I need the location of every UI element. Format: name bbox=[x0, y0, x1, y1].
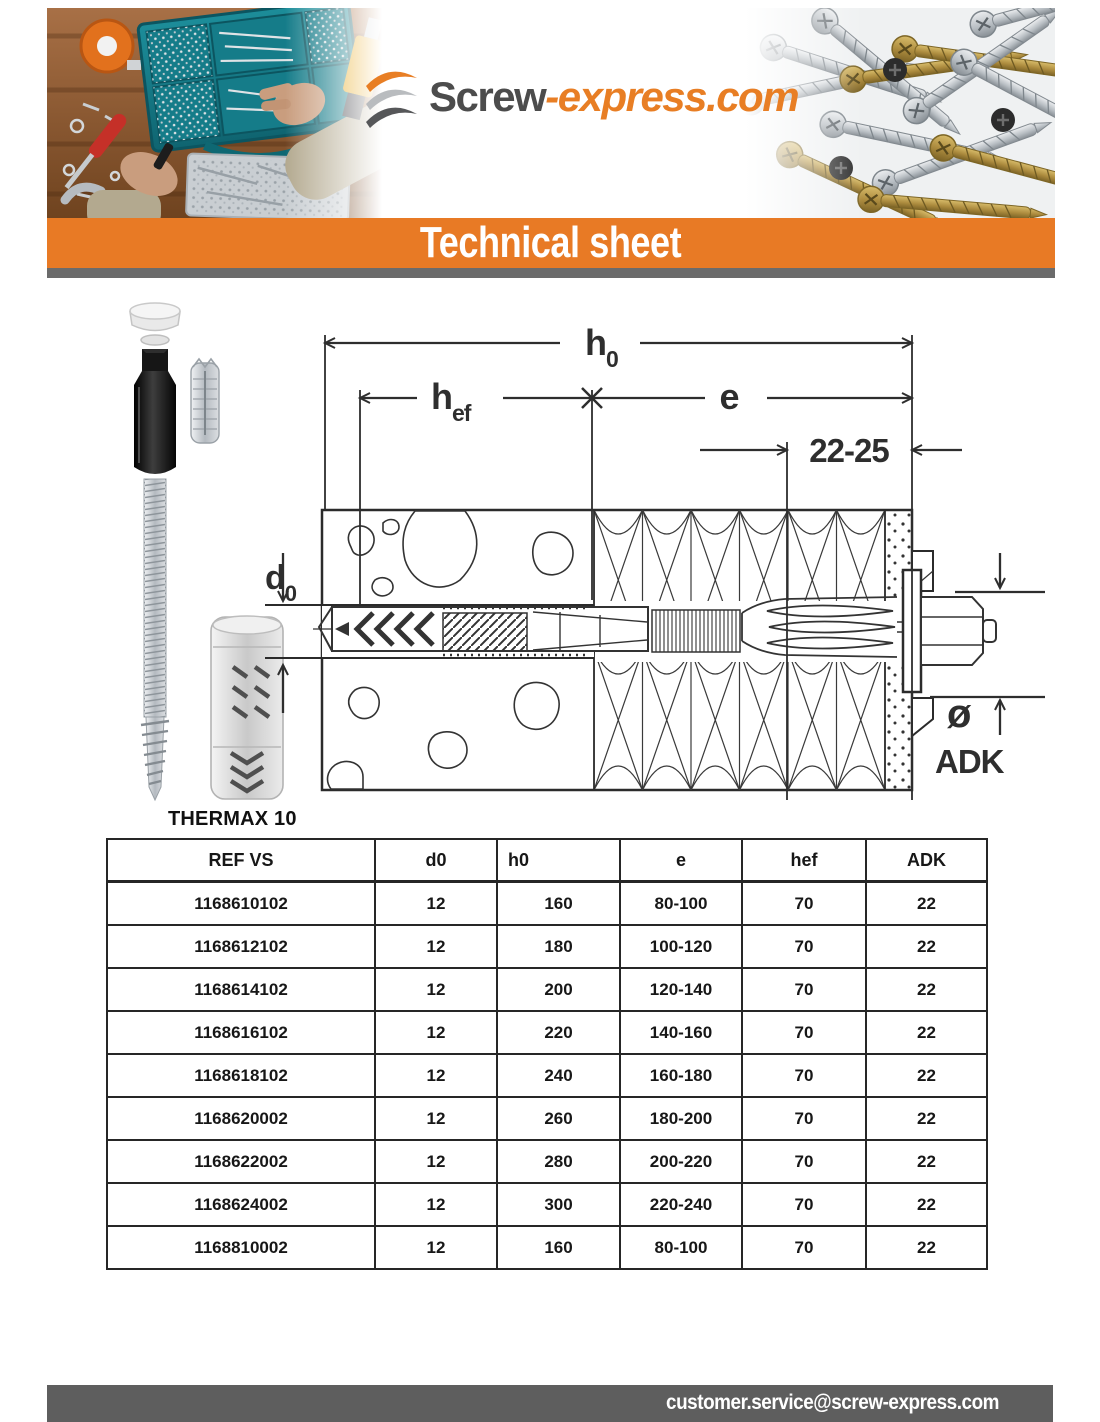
cell-adk: 22 bbox=[866, 1183, 987, 1226]
cell-e: 200-220 bbox=[620, 1140, 742, 1183]
col-header-d0: d0 bbox=[375, 839, 497, 882]
cell-d0: 12 bbox=[375, 1183, 497, 1226]
brand-name-dark: Screw bbox=[429, 73, 546, 120]
cell-adk: 22 bbox=[866, 1226, 987, 1269]
cell-d0: 12 bbox=[375, 925, 497, 968]
cell-h0: 240 bbox=[497, 1054, 620, 1097]
cell-h0: 280 bbox=[497, 1140, 620, 1183]
cell-adk: 22 bbox=[866, 1054, 987, 1097]
footer-bar bbox=[47, 1385, 1053, 1422]
cell-adk: 22 bbox=[866, 925, 987, 968]
metal-anchor bbox=[191, 359, 219, 443]
dim-label-h0 bbox=[585, 322, 618, 372]
cell-e: 180-200 bbox=[620, 1097, 742, 1140]
table-row bbox=[107, 1054, 987, 1097]
product-name: THERMAX 10 bbox=[168, 808, 297, 830]
cell-ref: 1168612102 bbox=[107, 925, 375, 968]
cell-hef: 70 bbox=[742, 1226, 866, 1269]
cell-ref: 1168810002 bbox=[107, 1226, 375, 1269]
contact-email: customer.service@screw-express.com bbox=[665, 1391, 999, 1414]
cell-hef: 70 bbox=[742, 1140, 866, 1183]
col-header-e: e bbox=[620, 839, 742, 882]
table-row bbox=[107, 925, 987, 968]
hex-nut bbox=[921, 597, 996, 665]
logo-arcs-icon bbox=[363, 66, 419, 128]
cell-adk: 22 bbox=[866, 968, 987, 1011]
dim-label-adk: ADK bbox=[935, 743, 1004, 780]
title-banner bbox=[47, 218, 1055, 268]
dim-d0-sub: 0 bbox=[284, 581, 297, 606]
cell-d0: 12 bbox=[375, 1140, 497, 1183]
cell-ref: 1168624002 bbox=[107, 1183, 375, 1226]
cell-h0: 200 bbox=[497, 968, 620, 1011]
technical-drawing bbox=[255, 295, 1060, 805]
cell-h0: 160 bbox=[497, 882, 620, 926]
table-row bbox=[107, 1011, 987, 1054]
cell-e: 80-100 bbox=[620, 1226, 742, 1269]
cell-hef: 70 bbox=[742, 1011, 866, 1054]
cell-e: 140-160 bbox=[620, 1011, 742, 1054]
cell-d0: 12 bbox=[375, 1097, 497, 1140]
cell-h0: 220 bbox=[497, 1011, 620, 1054]
brand-name-accent: -express.com bbox=[545, 73, 799, 120]
cell-ref: 1168616102 bbox=[107, 1011, 375, 1054]
cell-d0: 12 bbox=[375, 1054, 497, 1097]
table-row bbox=[107, 1140, 987, 1183]
cell-ref: 1168622002 bbox=[107, 1140, 375, 1183]
cell-adk: 22 bbox=[866, 882, 987, 926]
col-header-adk: ADK bbox=[866, 839, 987, 882]
dim-label-hef bbox=[431, 376, 472, 426]
cell-hef: 70 bbox=[742, 1097, 866, 1140]
spec-table bbox=[106, 838, 988, 1270]
cell-h0: 300 bbox=[497, 1183, 620, 1226]
col-header-ref: REF VS bbox=[107, 839, 375, 882]
workbench-photo bbox=[47, 8, 382, 218]
col-header-h0: h0 bbox=[497, 839, 620, 882]
cell-d0: 12 bbox=[375, 968, 497, 1011]
table-row bbox=[107, 1097, 987, 1140]
table-header-row bbox=[107, 839, 987, 882]
dim-label-diameter: ø bbox=[947, 692, 971, 736]
cell-hef: 70 bbox=[742, 968, 866, 1011]
col-header-hef: hef bbox=[742, 839, 866, 882]
cell-d0: 12 bbox=[375, 1011, 497, 1054]
brand-name bbox=[429, 73, 798, 121]
table-row bbox=[107, 968, 987, 1011]
cell-e: 100-120 bbox=[620, 925, 742, 968]
dim-label-offset: 22-25 bbox=[809, 432, 889, 469]
black-sleeve bbox=[134, 349, 176, 474]
cell-hef: 70 bbox=[742, 882, 866, 926]
cell-hef: 70 bbox=[742, 925, 866, 968]
table-row bbox=[107, 882, 987, 926]
threaded-rod bbox=[144, 479, 166, 717]
cell-e: 120-140 bbox=[620, 968, 742, 1011]
cell-adk: 22 bbox=[866, 1011, 987, 1054]
dim-h0-sub: 0 bbox=[606, 346, 618, 372]
cell-h0: 180 bbox=[497, 925, 620, 968]
cell-e: 220-240 bbox=[620, 1183, 742, 1226]
cell-ref: 1168618102 bbox=[107, 1054, 375, 1097]
page-title: Technical sheet bbox=[420, 217, 682, 267]
cell-ref: 1168610102 bbox=[107, 882, 375, 926]
screw-tip bbox=[141, 717, 169, 800]
dim-hef-sub: ef bbox=[452, 400, 471, 426]
table-row bbox=[107, 1226, 987, 1269]
cell-hef: 70 bbox=[742, 1054, 866, 1097]
cell-h0: 160 bbox=[497, 1226, 620, 1269]
banner-underline-bar bbox=[47, 268, 1055, 278]
dim-label-e: e bbox=[719, 376, 739, 417]
white-cap bbox=[130, 303, 180, 345]
dim-h0-base: h bbox=[585, 322, 606, 363]
dim-label-d0 bbox=[265, 559, 297, 606]
cell-adk: 22 bbox=[866, 1097, 987, 1140]
dim-d0-base: d bbox=[265, 559, 285, 597]
table-row bbox=[107, 1183, 987, 1226]
dim-hef-base: h bbox=[431, 376, 452, 417]
cell-d0: 12 bbox=[375, 1226, 497, 1269]
page-header bbox=[47, 8, 1055, 218]
cell-adk: 22 bbox=[866, 1140, 987, 1183]
brand-logo bbox=[363, 66, 798, 128]
cell-h0: 260 bbox=[497, 1097, 620, 1140]
cell-hef: 70 bbox=[742, 1183, 866, 1226]
cell-ref: 1168620002 bbox=[107, 1097, 375, 1140]
cell-e: 80-100 bbox=[620, 882, 742, 926]
threaded-stud bbox=[652, 610, 740, 652]
cell-ref: 1168614102 bbox=[107, 968, 375, 1011]
cell-e: 160-180 bbox=[620, 1054, 742, 1097]
cell-d0: 12 bbox=[375, 882, 497, 926]
